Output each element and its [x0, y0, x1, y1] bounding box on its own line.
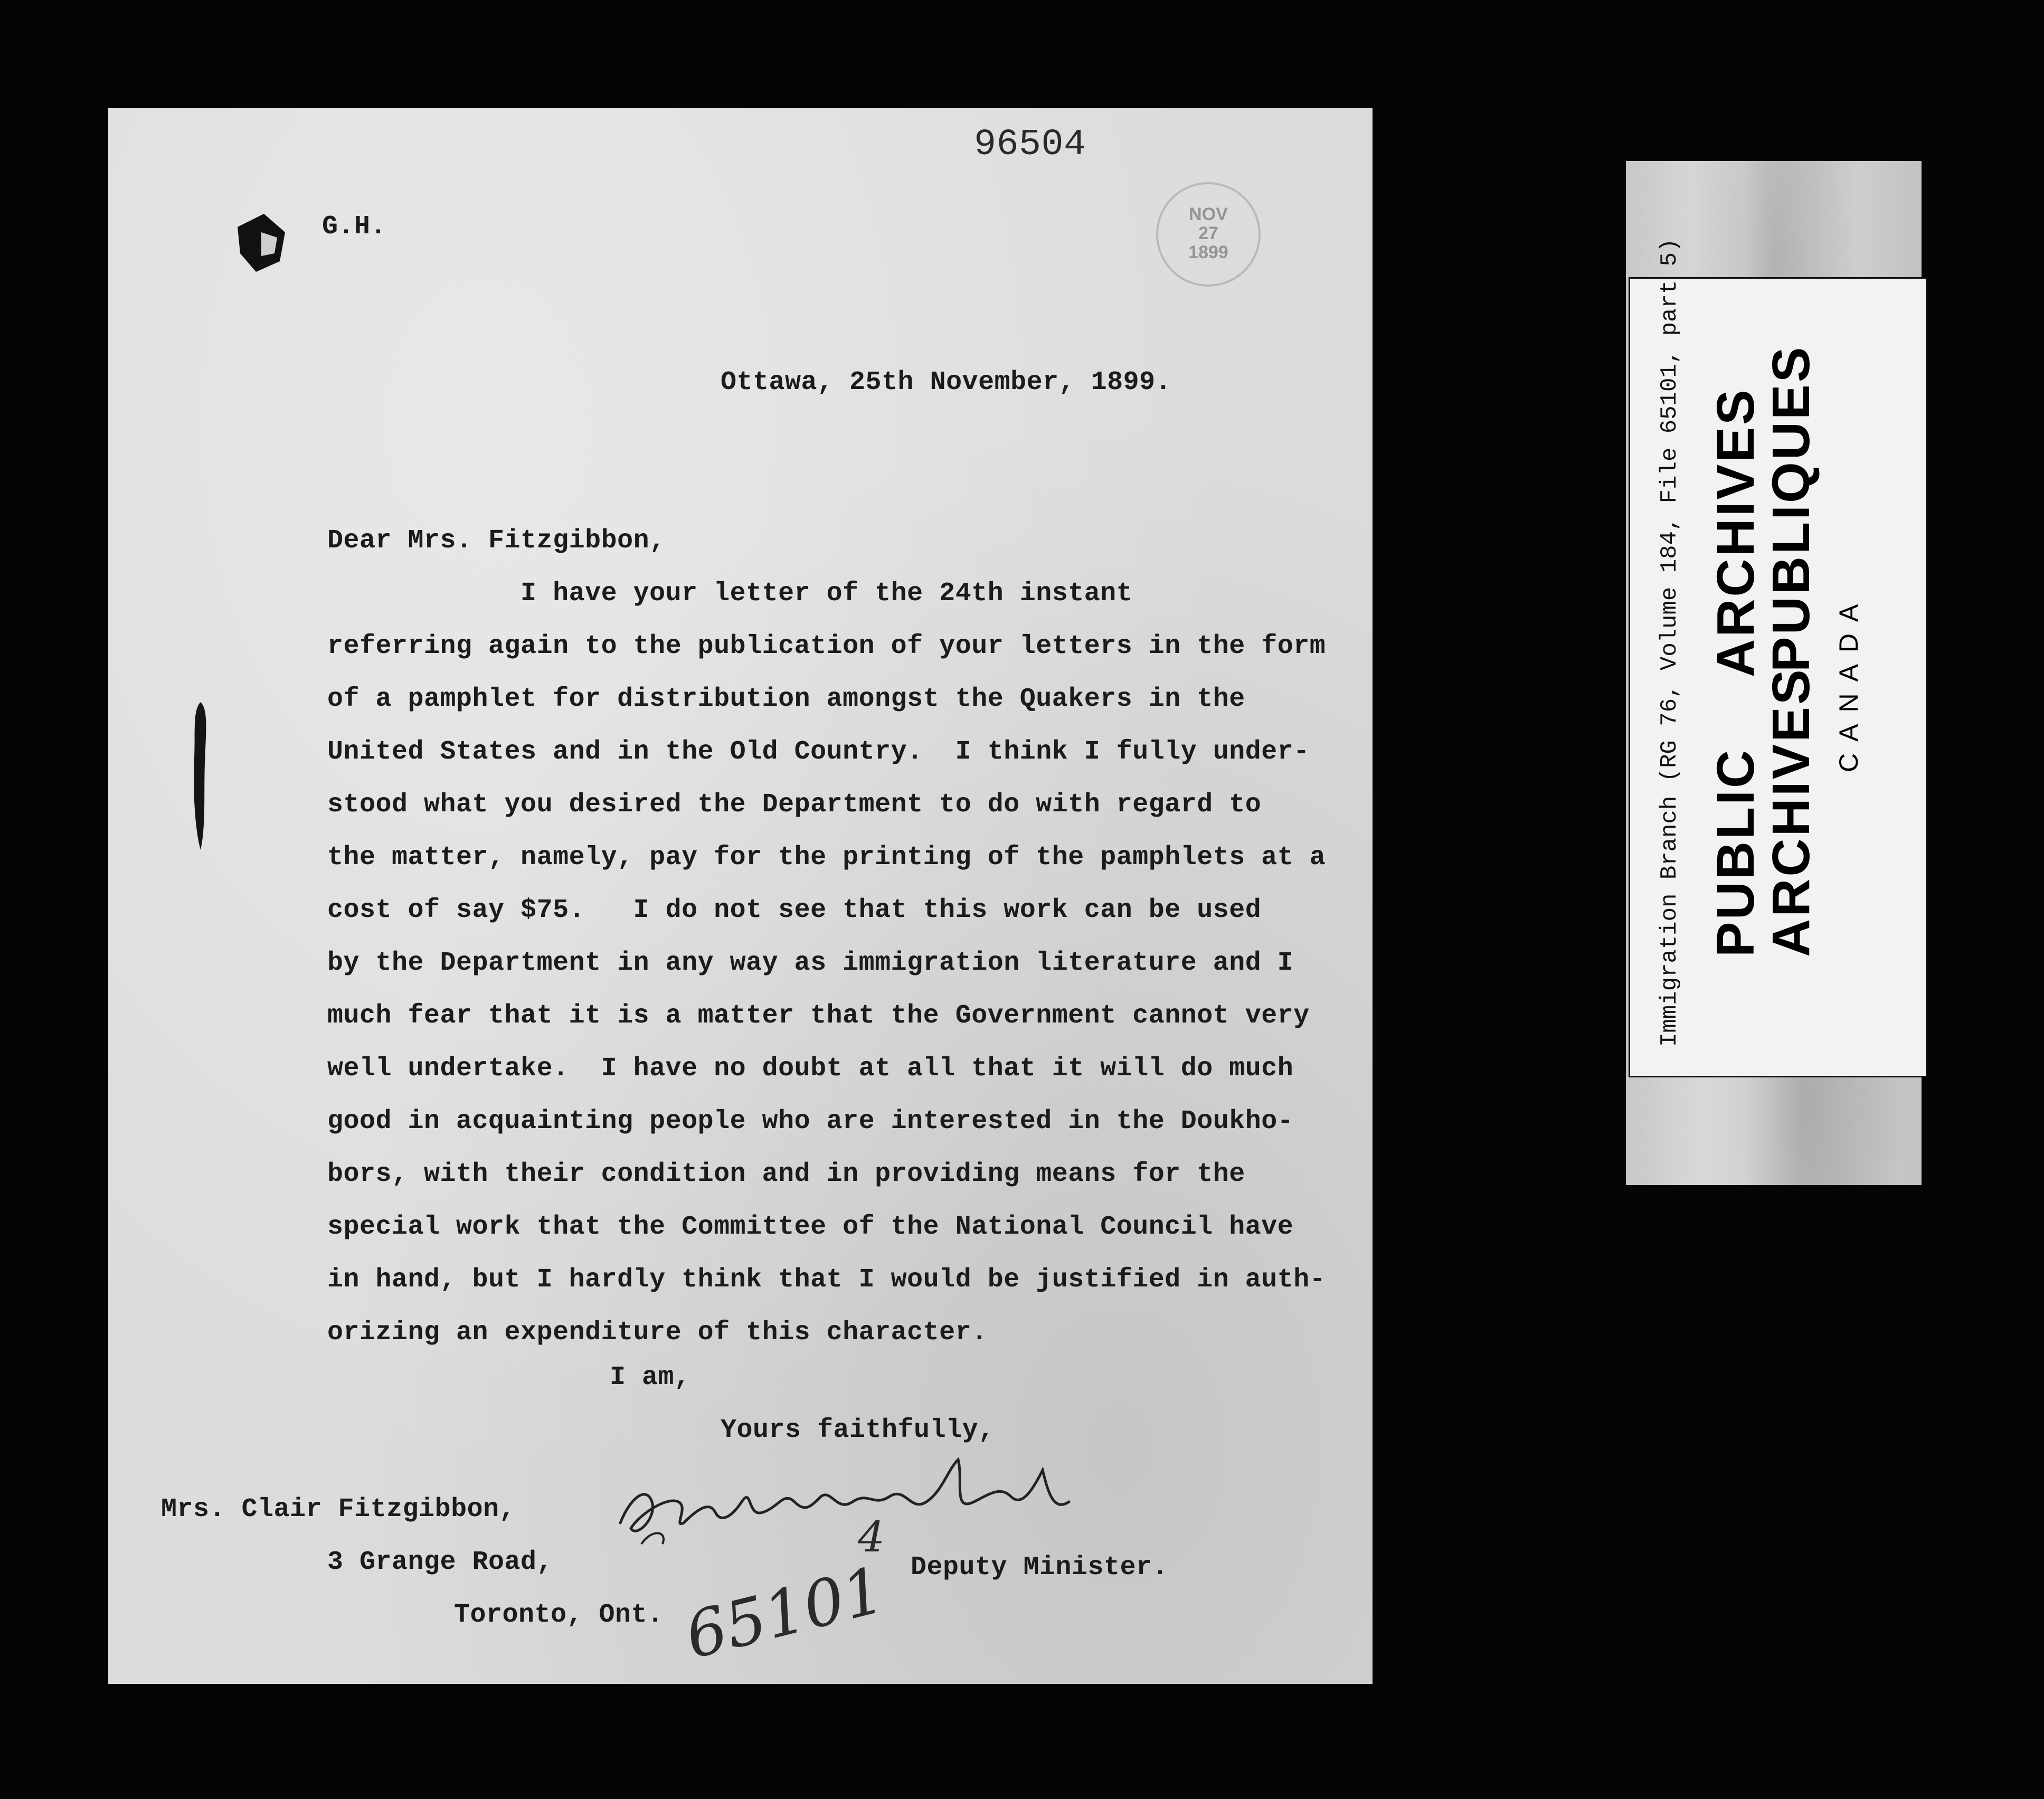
stamp-year: 1899	[1188, 242, 1228, 262]
typist-initials: G.H.	[322, 212, 387, 242]
stamp-day: 27	[1198, 223, 1218, 243]
stamp-month: NOV	[1189, 204, 1228, 224]
body-line: I have your letter of the 24th instant	[327, 579, 1133, 609]
label-publiques: PUBLIQUES	[1762, 345, 1821, 672]
body-line: special work that the Committee of the National Council have	[327, 1212, 1294, 1242]
body-line: of a pamphlet for distribution amongst the Quakers in the	[327, 684, 1245, 714]
handwritten-file-number: 65101	[678, 1553, 892, 1673]
body-line: bors, with their condition and in providing means for the	[327, 1159, 1245, 1189]
recipient-city: Toronto, Ont.	[454, 1600, 664, 1630]
date-line: Ottawa, 25th November, 1899.	[721, 367, 1172, 397]
body-line: in hand, but I hardly think that I would be justified in auth-	[327, 1265, 1326, 1295]
label-archives-english: ARCHIVES	[1706, 387, 1765, 677]
body-line: much fear that it is a matter that the Government cannot very	[327, 1001, 1310, 1031]
received-date-stamp	[1156, 182, 1261, 287]
label-public: PUBLIC	[1706, 747, 1765, 957]
label-canada: CANADA	[1834, 592, 1863, 772]
handwritten-signature	[610, 1438, 1085, 1560]
body-line: stood what you desired the Department to do with regard to	[327, 790, 1262, 820]
handwritten-part-number: 4	[858, 1512, 885, 1561]
recipient-name: Mrs. Clair Fitzgibbon,	[161, 1494, 516, 1525]
archive-label	[1629, 238, 1927, 1077]
body-line: good in acquainting people who are interested in the Doukho-	[327, 1106, 1294, 1137]
recipient-street: 3 Grange Road,	[327, 1547, 553, 1577]
closing-yours-faithfully: Yours faithfully,	[721, 1415, 995, 1445]
label-archives-french: ARCHIVES	[1762, 667, 1821, 957]
body-line: United States and in the Old Country. I think I fully under-	[327, 737, 1310, 767]
body-line: cost of say $75. I do not see that this work can be used	[327, 895, 1262, 925]
body-line: orizing an expenditure of this character.	[327, 1318, 988, 1348]
body-line: the matter, namely, pay for the printing of the pamphlets at a	[327, 842, 1326, 873]
body-line: by the Department in any way as immigration literature and I	[327, 948, 1294, 978]
salutation: Dear Mrs. Fitzgibbon,	[327, 526, 666, 556]
archive-label-content	[1651, 238, 1905, 1068]
signer-title: Deputy Minister.	[911, 1552, 1169, 1583]
file-number: 96504	[974, 124, 1086, 166]
punch-hole-mark	[232, 211, 290, 274]
ink-margin-mark	[185, 699, 216, 853]
closing-i-am: I am,	[610, 1362, 690, 1393]
archive-citation: Immigration Branch (RG 76, Volume 184, File 65101, part 5)	[1657, 238, 1683, 1047]
letter-page	[108, 108, 1373, 1684]
body-line: referring again to the publication of your letters in the form	[327, 631, 1326, 661]
body-line: well undertake. I have no doubt at all that it will do much	[327, 1054, 1294, 1084]
